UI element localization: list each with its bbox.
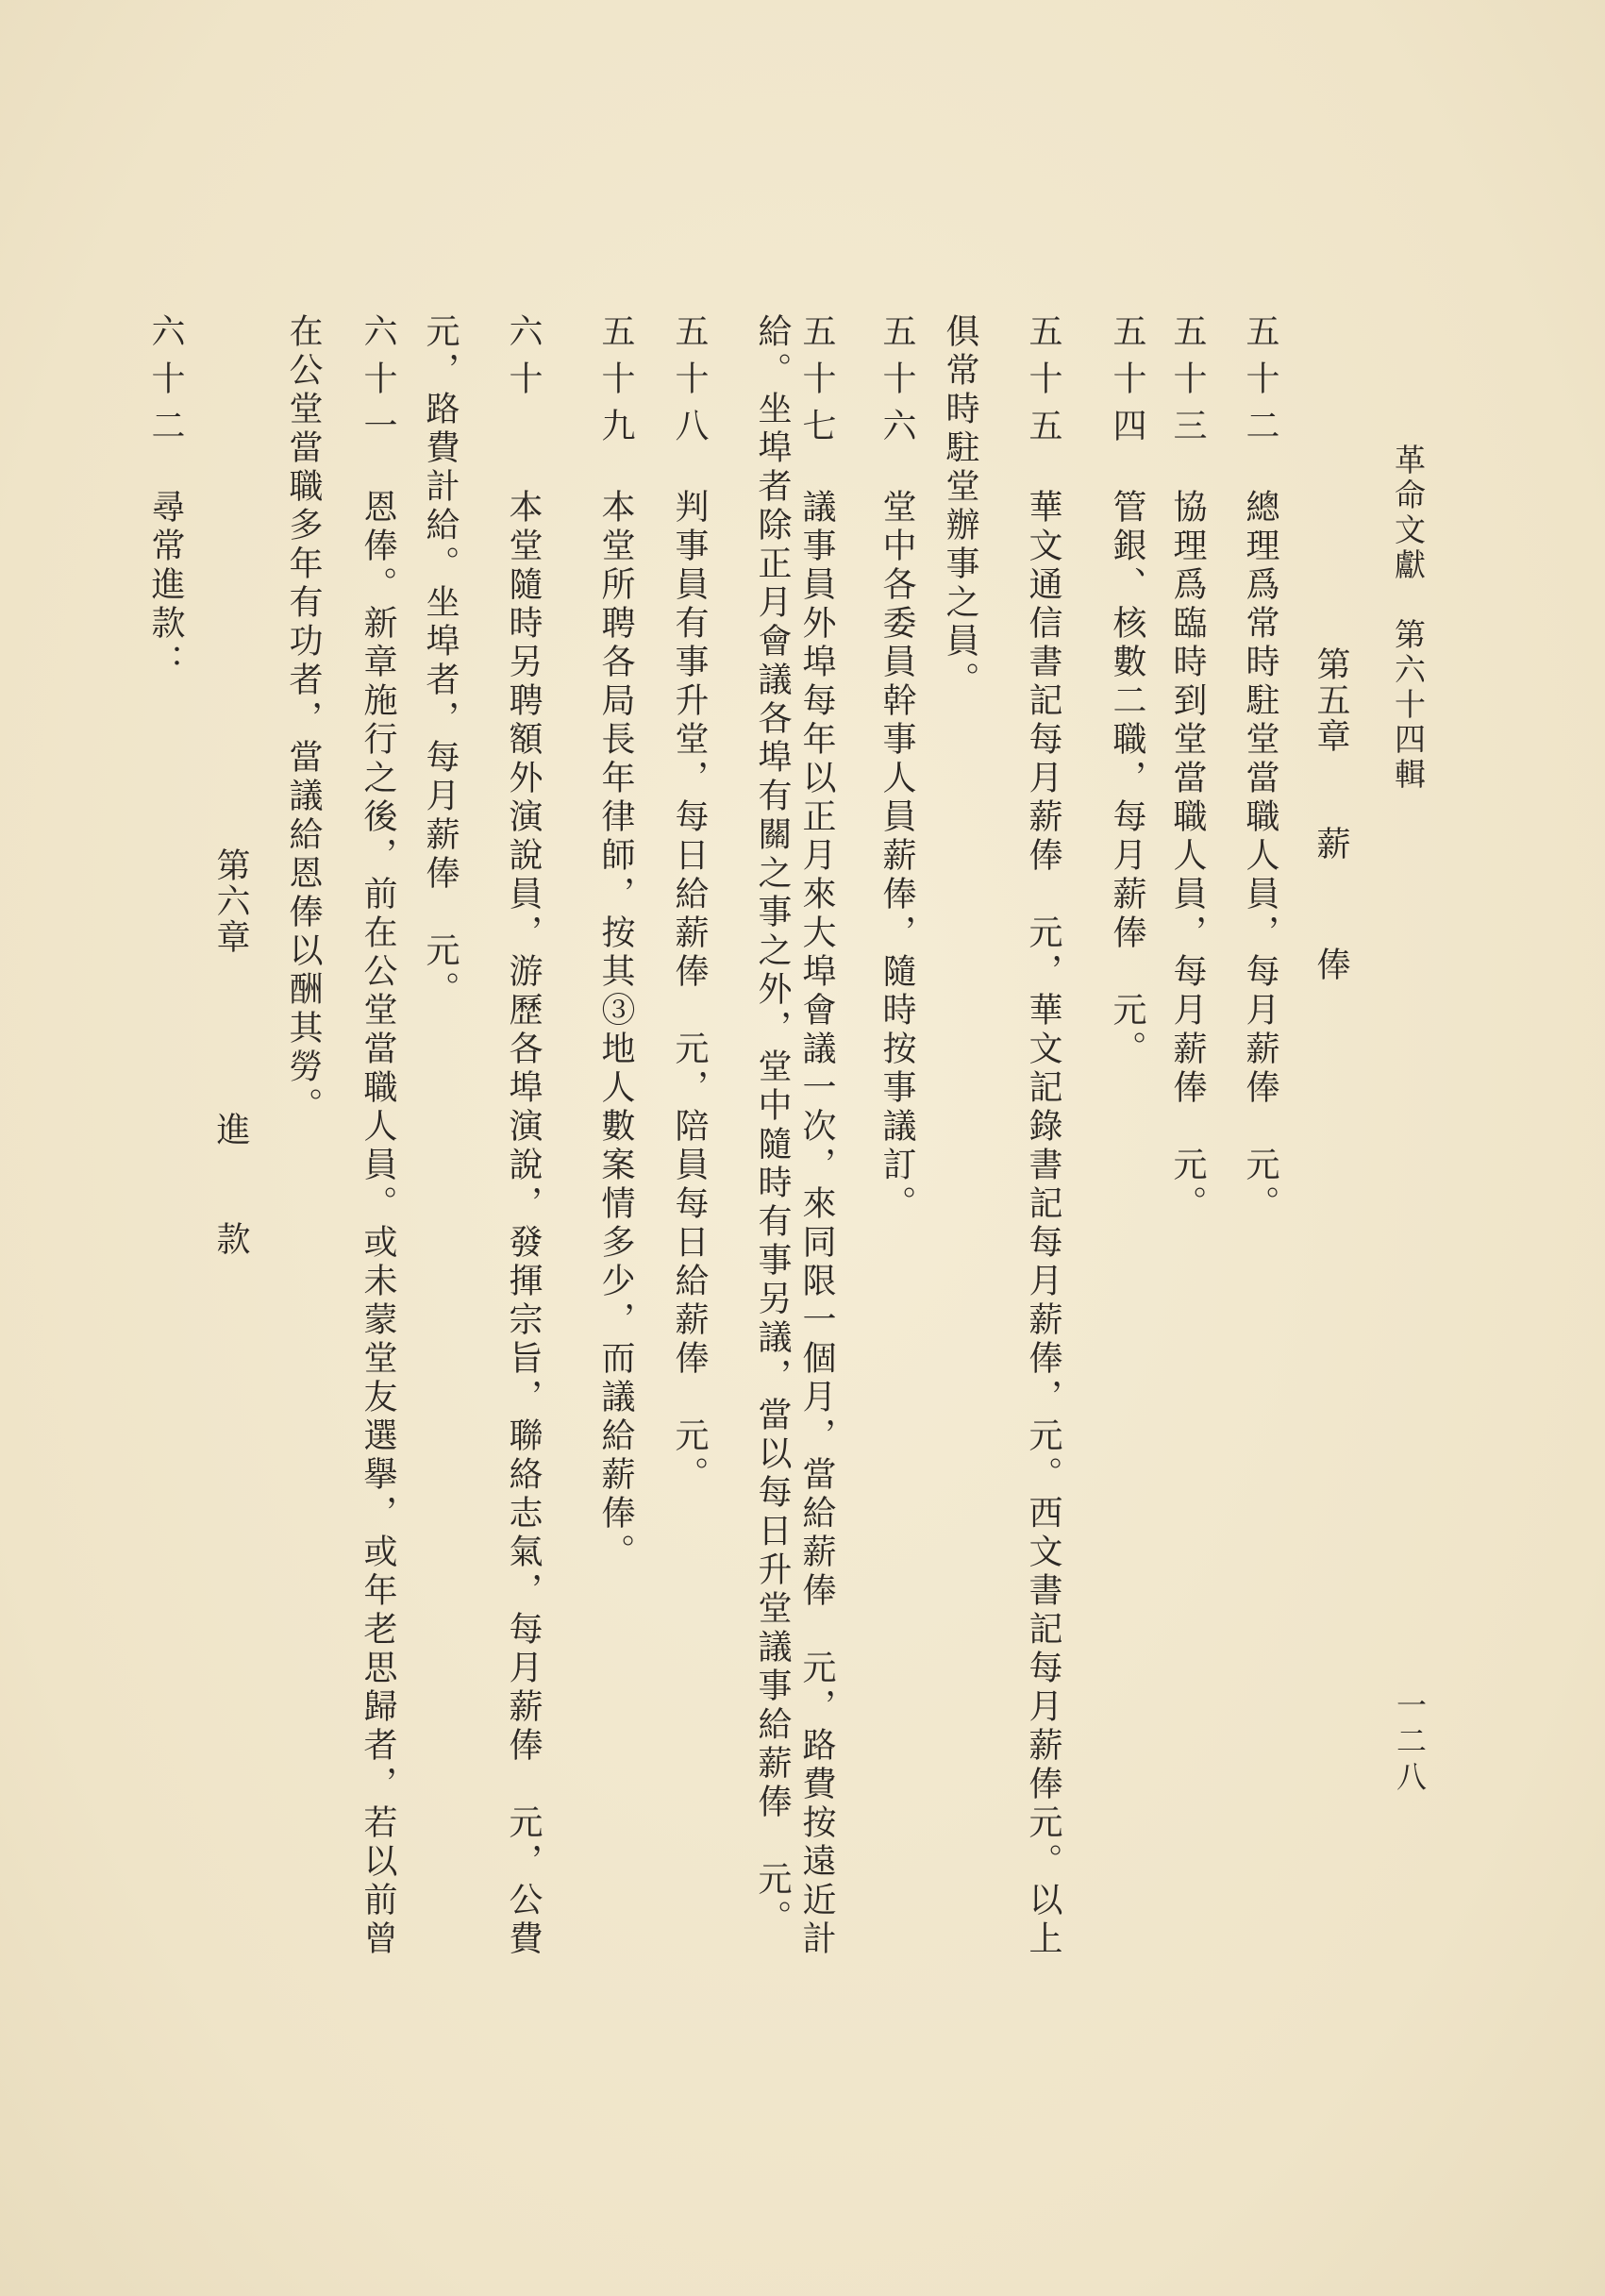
article-text: 議事員外埠每年以正月來大埠會議一次，來同限一個月，當給薪俸 元，路費按遠近計 [797, 489, 836, 1959]
article-52 [1239, 313, 1280, 1224]
article-53 [1166, 313, 1208, 1224]
article-57-continued [751, 313, 793, 1938]
page-number: 一二八 [1392, 1689, 1428, 1797]
article-55 [1022, 313, 1063, 1959]
article-62 [144, 313, 186, 682]
article-60 [502, 313, 543, 1959]
article-number: 五十五 [1024, 313, 1062, 455]
article-number: 五十六 [878, 313, 916, 455]
running-header: 革命文獻 第六十四輯 [1390, 444, 1427, 793]
article-60-continued [419, 313, 460, 1010]
article-text: 恩俸。新章施行之後，前在公堂當職人員。或未蒙堂友選擧，或年老思歸者，若以前曾 [359, 489, 397, 1959]
article-number: 五十八 [670, 313, 709, 455]
chapter-label: 第六章 [211, 847, 250, 955]
chapter-label: 第五章 [1312, 646, 1350, 754]
article-text: 給。坐埠者除正月會議各埠有關之事之外，堂中隨時有事另議，當以每日升堂議事給薪俸 元。 [753, 313, 792, 1938]
chapter-title-char: 進 [211, 1112, 250, 1146]
article-text: 尋常進款： [146, 489, 185, 682]
article-number: 五十七 [797, 313, 836, 455]
article-number: 六十一 [359, 313, 397, 455]
article-58 [668, 313, 710, 1495]
article-text: 俱常時駐堂辦事之員。 [941, 313, 979, 700]
article-55-continued [939, 313, 980, 700]
article-text: 協理爲臨時到堂當職人員，每月薪俸 元。 [1168, 489, 1207, 1224]
article-text: 堂中各委員幹事人員薪俸，隨時按事議訂。 [878, 489, 916, 1224]
article-number: 五十四 [1108, 313, 1146, 455]
article-text: 管銀、核數二職，每月薪俸 元。 [1108, 489, 1146, 1069]
chapter-title-char: 俸 [1312, 947, 1350, 980]
article-text: 判事員有事升堂，每日給薪俸 元，陪員每日給薪俸 元。 [670, 489, 709, 1495]
article-text: 本堂隨時另聘額外演說員，游歷各埠演說，發揮宗旨，聯絡志氣，每月薪俸 元，公費 [504, 489, 543, 1959]
article-text: 總理爲常時駐堂當職人員，每月薪俸 元。 [1241, 489, 1279, 1224]
article-59 [594, 313, 636, 1572]
article-57 [795, 313, 837, 1959]
article-text: 華文通信書記每月薪俸 元，華文記錄書記每月薪俸，元。西文書記每月薪俸元。以上 [1024, 489, 1062, 1959]
article-number: 五十三 [1168, 313, 1207, 455]
chapter-title-char: 薪 [1312, 826, 1350, 860]
article-number: 五十二 [1241, 313, 1279, 455]
article-text: 元，路費計給。坐埠者，每月薪俸 元。 [421, 313, 460, 1010]
article-61 [357, 313, 398, 1959]
article-54 [1106, 313, 1147, 1069]
article-number: 五十九 [596, 313, 635, 455]
article-56 [876, 313, 917, 1224]
article-text: 本堂所聘各局長年律師，按其③地人數案情多少，而議給薪俸。 [596, 489, 635, 1572]
article-number: 六十二 [146, 313, 185, 455]
article-61-continued [282, 313, 324, 1126]
chapter-title-char: 款 [211, 1221, 250, 1255]
article-number: 六十 [504, 313, 543, 408]
article-text: 在公堂當職多年有功者，當議給恩俸以酬其勞。 [284, 313, 323, 1126]
